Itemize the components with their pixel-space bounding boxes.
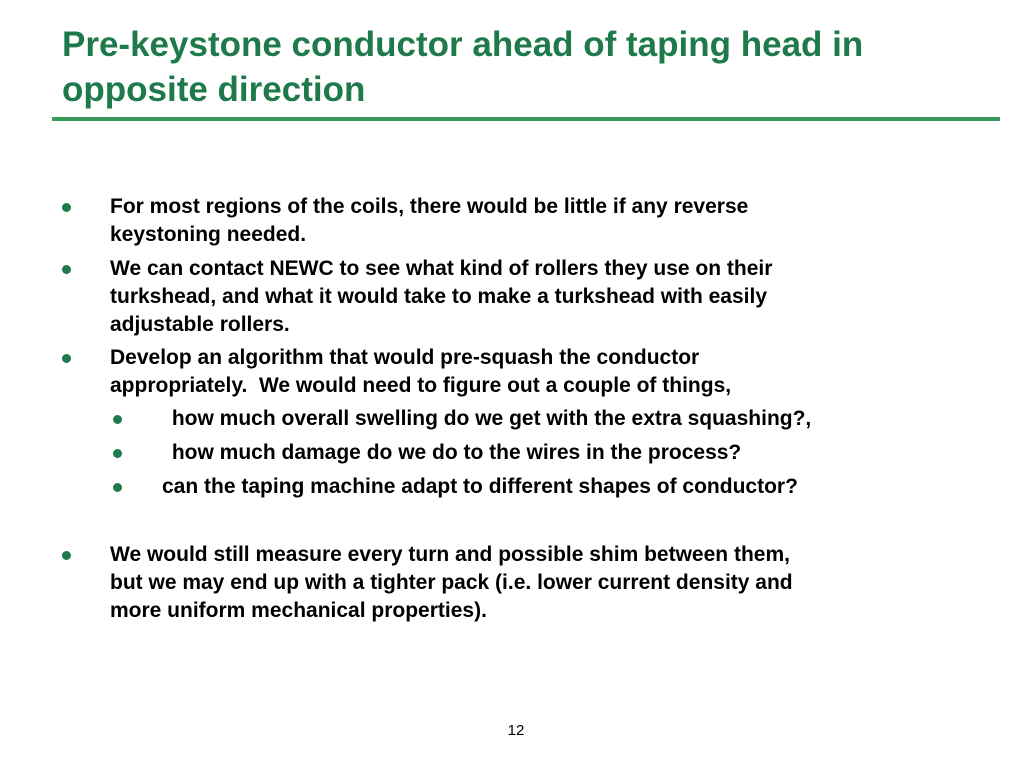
sub-bullet-text: how much damage do we do to the wires in the process? — [166, 441, 742, 464]
sub-bullet-text: can the taping machine adapt to different shapes of conductor? — [162, 475, 798, 498]
bullet-text: For most regions of the coils, there would be little if any reverse keystoning needed. — [110, 195, 749, 246]
sub-bullet-icon — [113, 483, 122, 492]
bullet-icon — [62, 551, 71, 560]
sub-bullet-text: how much overall swelling do we get with the extra squashing?, — [166, 407, 812, 430]
bullet-icon — [62, 203, 71, 212]
sub-bullet-icon — [113, 449, 122, 458]
bullet-icon — [62, 265, 71, 274]
bullet-text: Develop an algorithm that would pre-squash the conductor appropriately. We would need to figure out a couple of things, — [110, 346, 732, 397]
sub-bullet-icon — [113, 415, 122, 424]
bullet-text: We can contact NEWC to see what kind of rollers they use on their turkshead, and what it would take to make a turkshead with easily adjustable rollers. — [110, 257, 773, 336]
slide-title: Pre-keystone conductor ahead of taping head in opposite direction — [62, 25, 864, 109]
page-number: 12 — [507, 722, 525, 739]
bullet-icon — [62, 354, 71, 363]
bullet-text: We would still measure every turn and possible shim between them, but we may end up with a tighter pack (i.e. lower current density and more uniform mechanical properties). — [110, 543, 793, 622]
